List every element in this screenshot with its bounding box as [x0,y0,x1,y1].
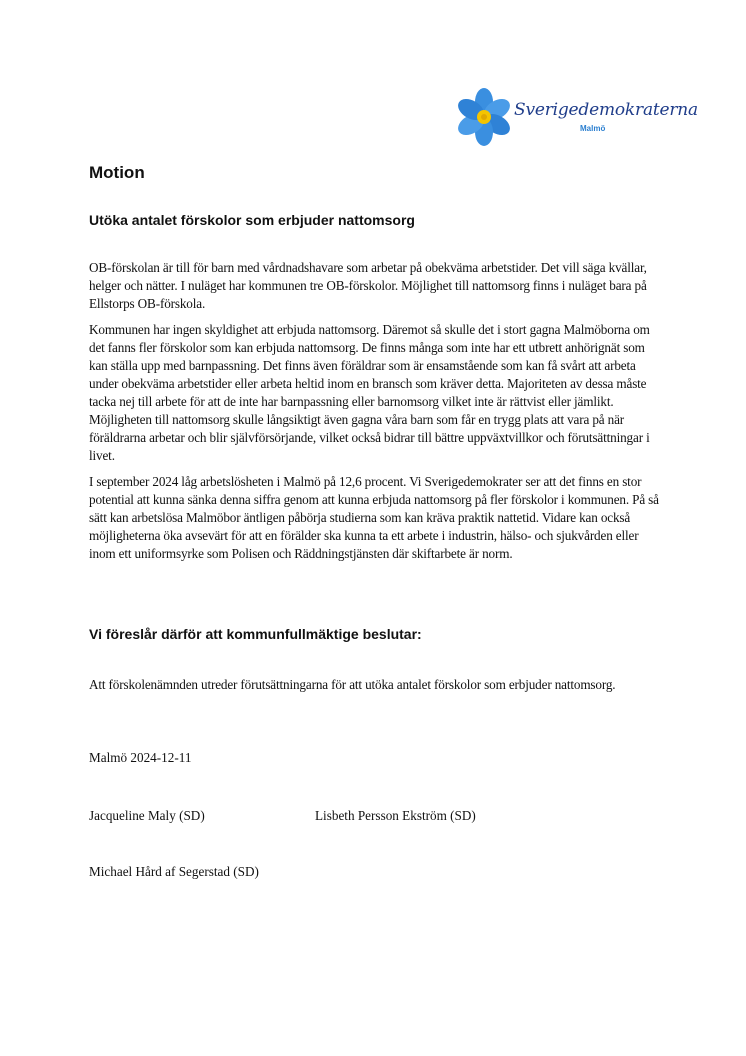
paragraph-1: OB-förskolan är till för barn med vårdnadshavare som arbetar på obekväma arbetstider. Det vill säga kvällar, helger och nätter. I nuläget har kommunen tre OB-förskolor. Möjlighet till nattomsorg finns i nuläget bara på Ellstorps OB-förskola. [89,260,647,311]
party-logo [458,86,698,150]
motion-body [89,259,659,571]
anemone-flower-icon [458,86,514,148]
paragraph-3: I september 2024 låg arbetslösheten i Malmö på 12,6 procent. Vi Sverigedemokrater ser att det finns en stor potential att kunna sänka denna siffra genom att kunna erbjuda nattomsorg på fler förskolor i kommunen. På så sätt kan arbetslösa Malmöbor äntligen påbörja studierna som kan kräva praktik nattetid. Vidare kan också möjligheterna öka avsevärt för att en förälder ska kunna ta ett arbete i industrin, hälso- och sjukvården eller inom ett uniformsyrke som Polisen och Räddningstjänsten där skiftarbete är norm. [89,474,659,561]
proposal-text: Att förskolenämnden utreder förutsättningarna för att utöka antalet förskolor som erbjuder nattomsorg. [89,677,616,692]
document-title: Motion [89,163,145,182]
signature-2: Lisbeth Persson Ekström (SD) [315,808,476,823]
proposal-body [89,676,659,702]
paragraph-2: Kommunen har ingen skyldighet att erbjuda nattomsorg. Däremot så skulle det i stort gagna Malmöborna om det fanns fler förskolor som kan erbjuda nattomsorg. De finns många som inte har ett utbrett anhörignät som kan ställa upp med barnpassning. Det finns även föräldrar som är ensamstående som kan få svårt att arbeta under obekväma arbetstider eller arbeta heltid inom en bransch som kräver detta. Majoriteten av dessa måste tacka nej till arbete för att de inte har barnpassning eller barnomsorg vilket inte är rättvist eller jämlikt. Möjligheten till nattomsorg skulle långsiktigt även gagna våra barn som får en trygg plats att vara på när föräldrarna arbetar och blir självförsörjande, vilket också bidrar till bättre uppväxtvillkor och förutsättningar i livet. [89,322,650,463]
motion-heading: Utöka antalet förskolor som erbjuder nattomsorg [89,212,415,228]
proposal-heading: Vi föreslår därför att kommunfullmäktige beslutar: [89,626,422,642]
logo-party-name: Sverigedemokraterna [514,100,698,120]
signature-3: Michael Hård af Segerstad (SD) [89,864,259,879]
logo-city-name: Malmö [580,124,606,133]
signature-1: Jacqueline Maly (SD) [89,808,205,823]
place-date: Malmö 2024-12-11 [89,750,192,765]
